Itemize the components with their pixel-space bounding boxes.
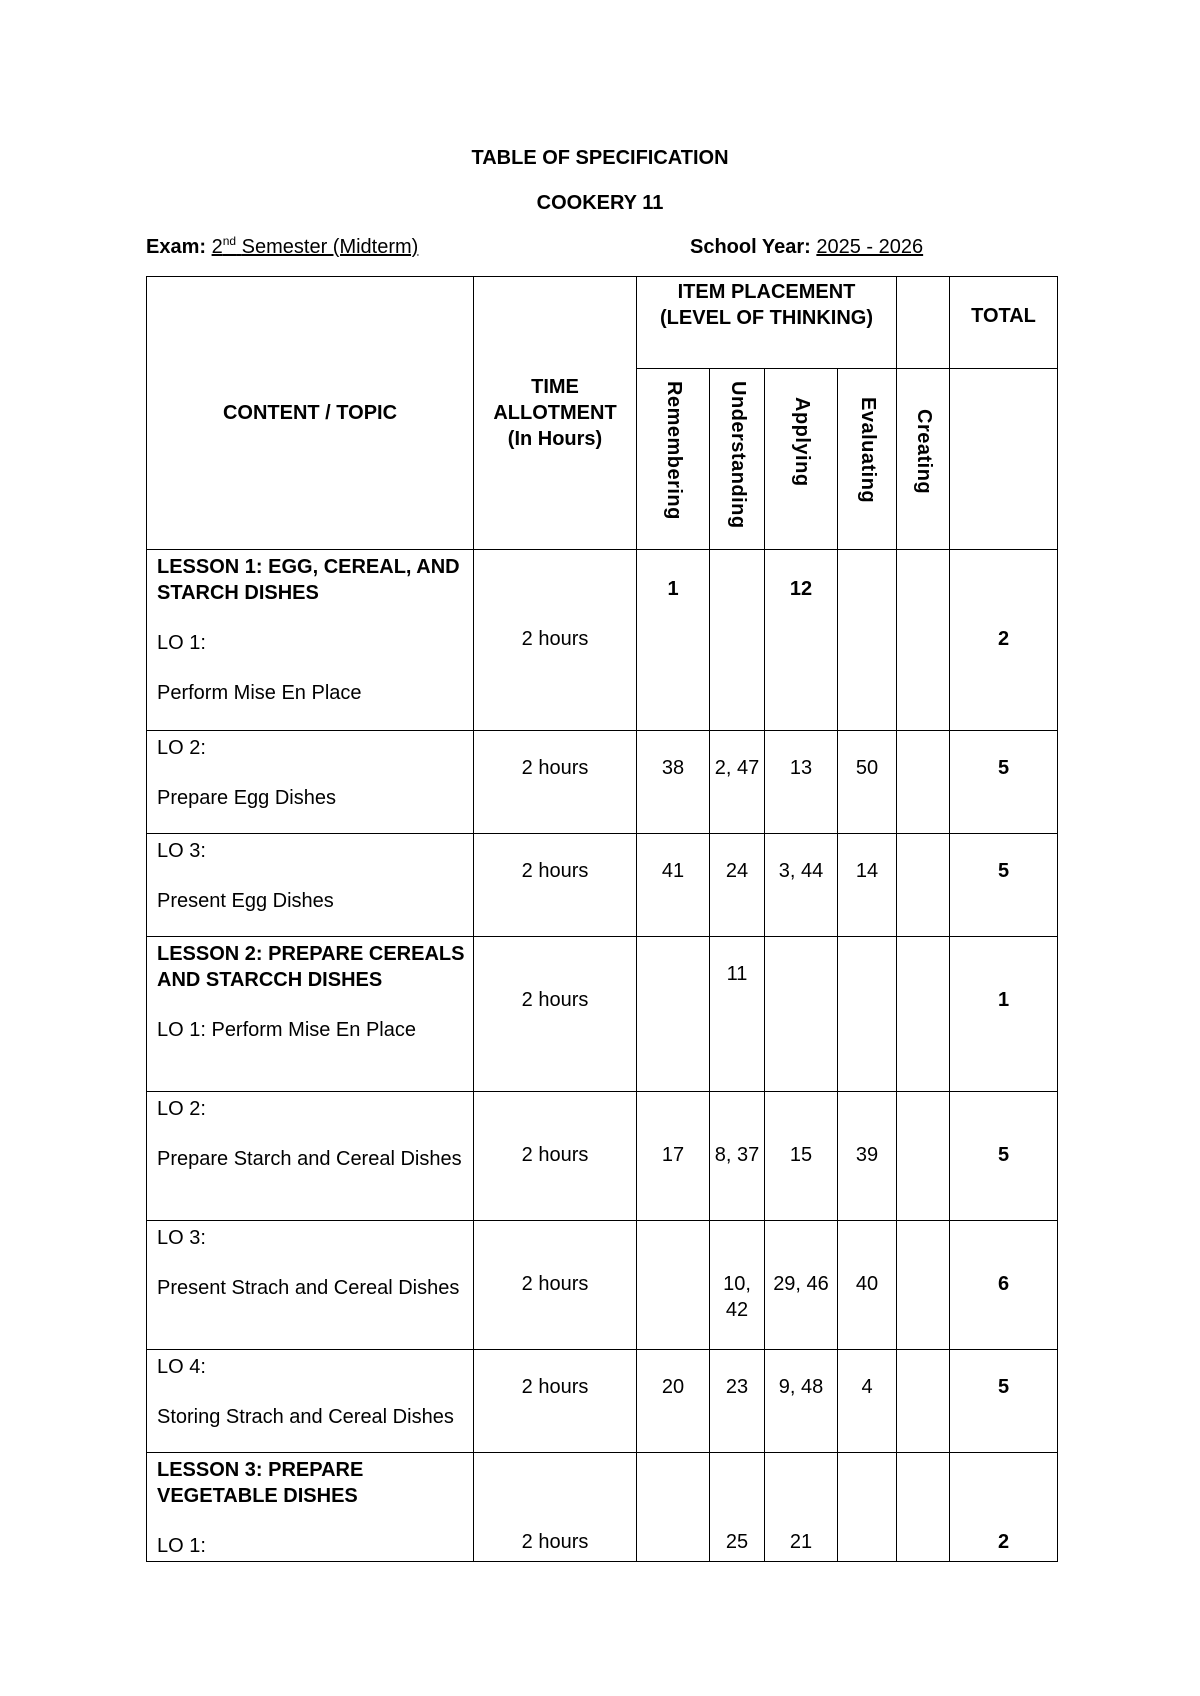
exam-ordinal-suffix: nd: [222, 234, 237, 248]
header-row-1: [147, 277, 1058, 369]
learning-outcome-label: LO 3:: [157, 1227, 206, 1249]
time-allotment-cell: 2 hours: [474, 1092, 637, 1221]
applying-label: Applying: [791, 397, 813, 487]
learning-outcome-label: LO 2:: [157, 737, 206, 759]
understanding-cell: 24: [710, 834, 765, 937]
exam-line: [146, 236, 418, 259]
exam-ordinal: 2: [211, 236, 223, 258]
creating-cell: [897, 550, 950, 731]
school-year-label: School Year:: [690, 236, 811, 258]
understanding-cell: 23: [710, 1350, 765, 1453]
remembering-cell: 41: [637, 834, 710, 937]
applying-cell: 21: [765, 1453, 838, 1562]
applying-cell: 9, 48: [765, 1350, 838, 1453]
understanding-cell: 25: [710, 1453, 765, 1562]
applying-cell: 13: [765, 731, 838, 834]
time-header-line-1: TIME: [531, 376, 579, 398]
total-cell: 2: [950, 1453, 1058, 1562]
learning-outcome-description: Present Strach and Cereal Dishes: [157, 1277, 460, 1299]
remembering-cell: 20: [637, 1350, 710, 1453]
total-header: TOTAL: [950, 277, 1058, 369]
understanding-cell: [710, 550, 765, 731]
understanding-cell: 11: [710, 937, 765, 1092]
learning-outcome-label: LO 1: Perform Mise En Place: [157, 1019, 416, 1041]
remembering-header: [637, 369, 710, 550]
document-subtitle: COOKERY 11: [536, 192, 664, 214]
creating-header: [897, 369, 950, 550]
time-allotment-cell: 2 hours: [474, 937, 637, 1092]
evaluating-cell: 50: [838, 731, 897, 834]
exam-value: [212, 236, 419, 258]
learning-outcome-label: LO 4:: [157, 1356, 206, 1378]
learning-outcome-description: Storing Strach and Cereal Dishes: [157, 1406, 454, 1428]
learning-outcome-description: Prepare Egg Dishes: [157, 787, 336, 809]
creating-label: Creating: [913, 409, 935, 495]
remembering-label: Remembering: [663, 381, 685, 520]
creating-cell: [897, 731, 950, 834]
total-cell: 5: [950, 1092, 1058, 1221]
table-row: [147, 937, 1058, 1092]
applying-cell: 15: [765, 1092, 838, 1221]
learning-outcome-label: LO 1:: [157, 632, 206, 654]
learning-outcome-label: LO 1:: [157, 1535, 206, 1557]
content-topic-header: CONTENT / TOPIC: [147, 277, 474, 550]
item-placement-line-2: (LEVEL OF THINKING): [660, 307, 873, 329]
total-cell: 1: [950, 937, 1058, 1092]
learning-outcome-label: LO 3:: [157, 840, 206, 862]
school-year-line: [690, 236, 923, 259]
topic-cell: [147, 1453, 474, 1562]
exam-label: Exam:: [146, 236, 207, 258]
document-title: TABLE OF SPECIFICATION: [471, 147, 729, 169]
total-cell: 5: [950, 731, 1058, 834]
remembering-cell: [637, 1453, 710, 1562]
table-row: [147, 1221, 1058, 1350]
creating-cell: [897, 1350, 950, 1453]
evaluating-cell: [838, 1453, 897, 1562]
remembering-cell: 1: [637, 550, 710, 731]
creating-cell: [897, 1092, 950, 1221]
table-row: [147, 1092, 1058, 1221]
lesson-title: LESSON 3: PREPARE VEGETABLE DISHES: [157, 1459, 364, 1507]
understanding-label: Understanding: [727, 381, 749, 529]
topic-cell: [147, 1221, 474, 1350]
total-blank-header: [950, 369, 1058, 550]
remembering-cell: [637, 1221, 710, 1350]
lesson-title: LESSON 1: EGG, CEREAL, AND STARCH DISHES: [157, 556, 460, 604]
table-row: [147, 731, 1058, 834]
table-row: [147, 1350, 1058, 1453]
remembering-cell: [637, 937, 710, 1092]
total-cell: 5: [950, 834, 1058, 937]
learning-outcome-description: Present Egg Dishes: [157, 890, 334, 912]
applying-cell: [765, 937, 838, 1092]
evaluating-label: Evaluating: [857, 397, 879, 504]
remembering-cell: 17: [637, 1092, 710, 1221]
topic-cell: [147, 731, 474, 834]
time-allotment-cell: 2 hours: [474, 1453, 637, 1562]
time-allotment-header: [474, 277, 637, 550]
creating-cell: [897, 834, 950, 937]
topic-cell: [147, 1092, 474, 1221]
time-allotment-cell: 2 hours: [474, 550, 637, 731]
evaluating-cell: [838, 937, 897, 1092]
understanding-cell: 2, 47: [710, 731, 765, 834]
item-placement-line-1: ITEM PLACEMENT: [677, 281, 856, 303]
applying-cell: 3, 44: [765, 834, 838, 937]
evaluating-cell: 4: [838, 1350, 897, 1453]
applying-cell: 29, 46: [765, 1221, 838, 1350]
understanding-cell: 10, 42: [710, 1221, 765, 1350]
time-allotment-cell: 2 hours: [474, 1350, 637, 1453]
lesson-title: LESSON 2: PREPARE CEREALS AND STARCCH DISHES: [157, 943, 465, 991]
applying-cell: 12: [765, 550, 838, 731]
time-allotment-cell: 2 hours: [474, 834, 637, 937]
creating-cell: [897, 937, 950, 1092]
creating-cell: [897, 1453, 950, 1562]
exam-semester: Semester (Midterm): [241, 236, 419, 258]
table-row: [147, 1453, 1058, 1562]
total-cell: 2: [950, 550, 1058, 731]
applying-header: [765, 369, 838, 550]
time-header-line-2: ALLOTMENT: [493, 402, 617, 424]
learning-outcome-description: Prepare Starch and Cereal Dishes: [157, 1148, 462, 1170]
learning-outcome-label: LO 2:: [157, 1098, 206, 1120]
evaluating-cell: 40: [838, 1221, 897, 1350]
learning-outcome-description: Perform Mise En Place: [157, 682, 362, 704]
topic-cell: [147, 834, 474, 937]
creating-cell: [897, 1221, 950, 1350]
time-allotment-cell: 2 hours: [474, 1221, 637, 1350]
table-row: [147, 834, 1058, 937]
time-header-line-3: (In Hours): [507, 428, 603, 450]
time-allotment-cell: 2 hours: [474, 731, 637, 834]
total-cell: 5: [950, 1350, 1058, 1453]
topic-cell: [147, 1350, 474, 1453]
evaluating-cell: 39: [838, 1092, 897, 1221]
understanding-cell: 8, 37: [710, 1092, 765, 1221]
understanding-header: [710, 369, 765, 550]
item-placement-header: [637, 277, 897, 369]
item-placement-blank-header: [897, 277, 950, 369]
evaluating-header: [838, 369, 897, 550]
total-cell: 6: [950, 1221, 1058, 1350]
remembering-cell: 38: [637, 731, 710, 834]
topic-cell: [147, 937, 474, 1092]
evaluating-cell: 14: [838, 834, 897, 937]
topic-cell: [147, 550, 474, 731]
table-row: [147, 550, 1058, 731]
school-year-value: 2025 - 2026: [816, 236, 924, 258]
specification-table: [146, 276, 1058, 1562]
evaluating-cell: [838, 550, 897, 731]
